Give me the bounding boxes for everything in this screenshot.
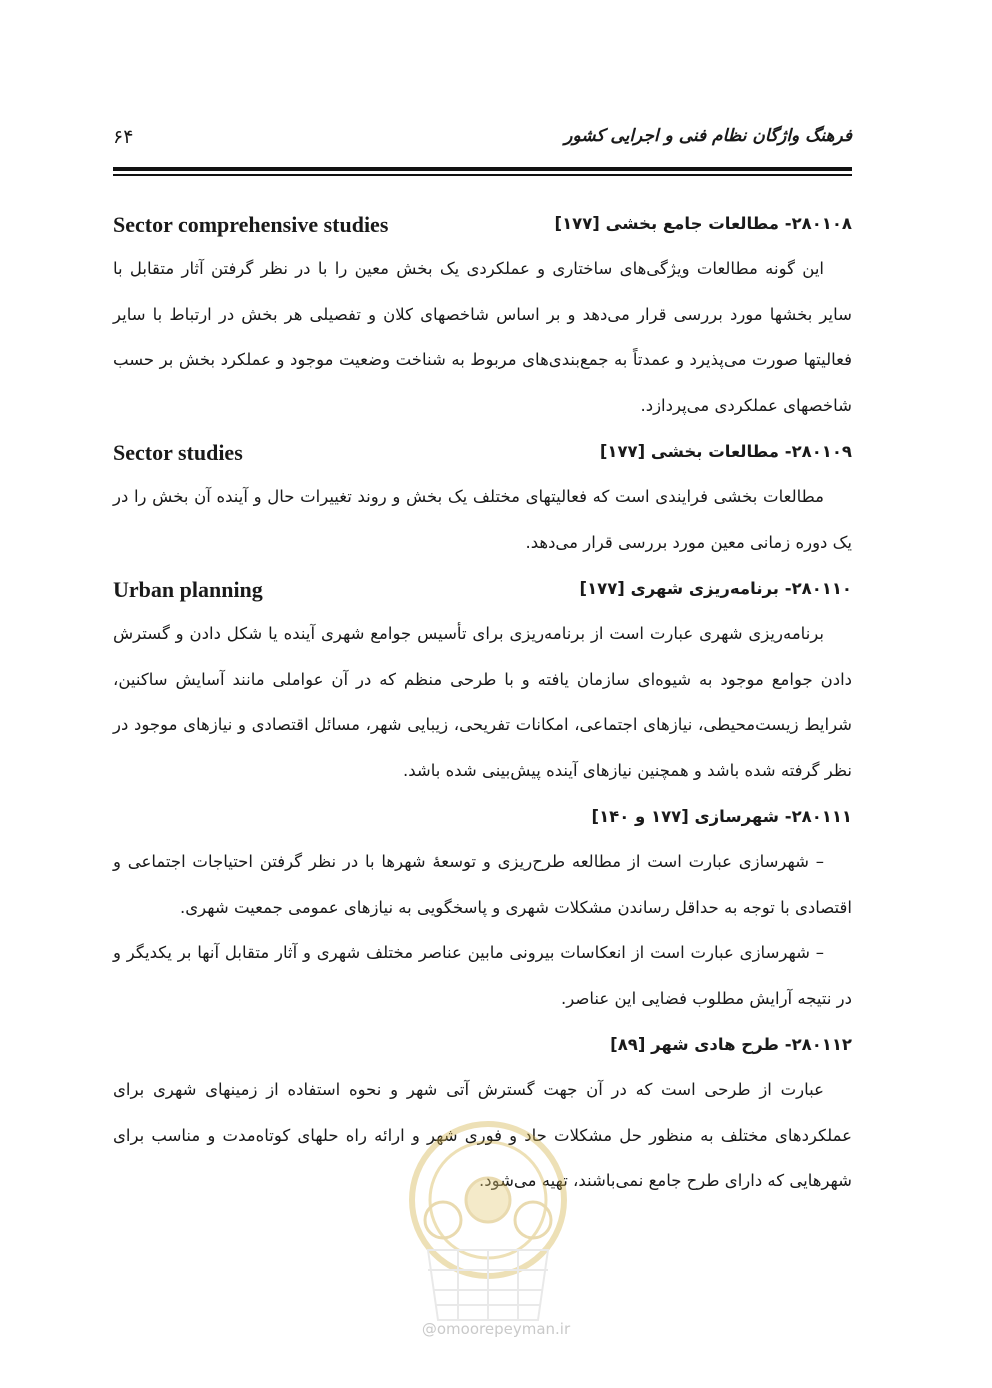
entry-heading (113, 438, 852, 474)
entry-280111 (113, 803, 852, 1021)
entry-heading (113, 575, 852, 611)
entry-definition: عبارت از طرحی است که در آن جهت گسترش آتی شهر و نحوه استفاده از زمینهای شهری برای عملکردهای مختلف به منظور حل مشکلات حاد و فوری شهر و ارائه راه حلهای کوتاه‌مدت و مناسب برای شهرهایی که دارای طرح جامع نمی‌باشند، تهیه می‌شود. (113, 1080, 852, 1190)
header-rule-thick (113, 167, 852, 171)
entry-280108 (113, 210, 852, 428)
entry-heading (113, 210, 852, 246)
watermark-url: @omoorepeyman.ir (421, 1320, 571, 1338)
entry-title-fa: ۲۸۰۱۰۸- مطالعات جامع بخشی [۱۷۷] (554, 214, 852, 233)
entry-title-fa: ۲۸۰۱۰۹- مطالعات بخشی [۱۷۷] (599, 442, 852, 461)
entry-title-en: Urban planning (113, 577, 263, 602)
entry-title-fa: ۲۸۰۱۱۱- شهرسازی [۱۷۷ و ۱۴۰] (591, 807, 852, 826)
entry-title-en: Sector studies (113, 440, 243, 465)
watermark-seal-icon (388, 1120, 588, 1350)
entry-heading (113, 803, 852, 839)
header-rule-thin (113, 174, 852, 176)
entry-definition: – شهرسازی عبارت است از مطالعه طرح‌ریزی و توسعهٔ شهرها با در نظر گرفتن احتیاجات اجتماعی و اقتصادی با توجه به حداقل رساندن مشکلات شهری و پاسخگویی به نیازهای عمومی جمعیت شهری. (113, 852, 852, 917)
entry-definition: مطالعات بخشی فرایندی است که فعالیتهای مختلف یک بخش و روند تغییرات حال و آینده آن بخش را در یک دوره زمانی معین مورد بررسی قرار می‌دهد. (113, 487, 852, 552)
entry-title-fa: ۲۸۰۱۱۰- برنامه‌ریزی شهری [۱۷۷] (579, 579, 852, 598)
running-title: فرهنگ واژگان نظام فنی و اجرایی کشور (564, 126, 852, 146)
page-header (113, 126, 852, 156)
entry-280110 (113, 575, 852, 793)
page-number: ۶۴ (113, 126, 134, 148)
entry-definition: برنامه‌ریزی شهری عبارت است از برنامه‌ریزی برای تأسیس جوامع شهری آینده یا شکل دادن و گسترش دادن جوامع موجود به شیوه‌ای سازمان یافته و با طرحی منظم که در آن عواملی مانند آسایش ساکنین، شرایط زیست‌محیطی، نیازهای اجتماعی، امکانات تفریحی، زیبایی شهر، مسائل اقتصادی و نیازهای موجود در نظر گرفته شده باشد و همچنین نیازهای آینده پیش‌بینی شده باشد. (113, 624, 852, 780)
entry-definition: – شهرسازی عبارت است از انعکاسات بیرونی مابین عناصر مختلف شهری و آثار متقابل آنها بر یکدیگر و در نتیجه آرایش مطلوب فضایی این عناصر. (113, 943, 852, 1008)
entry-heading (113, 1031, 852, 1067)
glossary-content (113, 210, 852, 1214)
entry-title-fa: ۲۸۰۱۱۲- طرح هادی شهر [۸۹] (610, 1035, 852, 1054)
entry-definition: این گونه مطالعات ویژگی‌های ساختاری و عملکردی یک بخش معین را با در نظر گرفتن آثار متقابل با سایر بخشها مورد بررسی قرار می‌دهد و بر اساس شاخصهای کلان و تفصیلی هر بخش در ارتباط با سایر فعالیتها صورت می‌پذیرد و عمدتاً به جمع‌بندی‌های مربوط به شناخت وضعیت موجود و عملکرد بخش بر حسب شاخصهای عملکردی می‌پردازد. (113, 259, 852, 415)
entry-280109 (113, 438, 852, 565)
entry-title-en: Sector comprehensive studies (113, 212, 389, 237)
